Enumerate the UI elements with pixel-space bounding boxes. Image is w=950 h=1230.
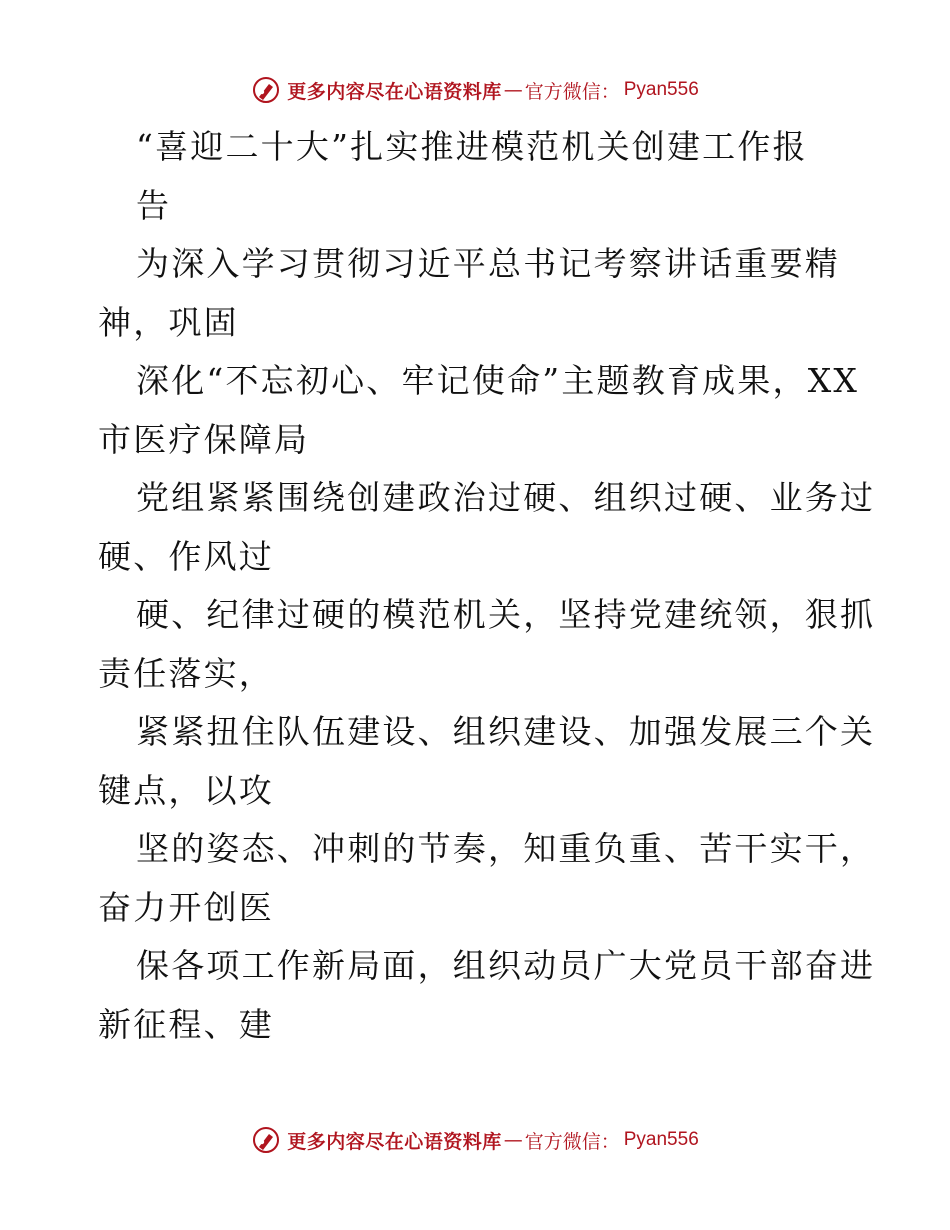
paragraph-line: 紧紧扭住队伍建设、组织建设、加强发展三个关	[136, 712, 876, 751]
footer-dash: —	[503, 1129, 523, 1151]
pen-nib-logo-icon	[251, 75, 281, 105]
paragraph-line: 奋力开创医	[98, 887, 274, 927]
paragraph-line: 深化“不忘初心、牢记使命”主题教育成果，XX	[136, 361, 860, 400]
document-title-line-1: “喜迎二十大”扎实推进模范机关创建工作报	[136, 127, 808, 166]
footer-wechat-label: 官方微信：	[524, 1130, 620, 1153]
pen-nib-logo-icon	[251, 1125, 281, 1155]
paragraph-line: 市医疗保障局	[98, 419, 310, 459]
header-wechat-id: Pyan556	[623, 79, 699, 100]
document-title-line-2: 告	[136, 185, 172, 225]
paragraph-line: 神，巩固	[98, 302, 239, 342]
paragraph-line: 键点，以攻	[98, 770, 274, 810]
header-dash: —	[503, 79, 523, 101]
paragraph-line: 坚的姿态、冲刺的节奏，知重负重、苦干实干，	[136, 829, 876, 868]
paragraph-line: 新征程、建	[98, 1004, 274, 1044]
header-brand-text: 更多内容尽在心语资料库	[287, 80, 502, 103]
header-banner	[0, 70, 950, 110]
footer-banner	[0, 1120, 950, 1160]
paragraph-line: 硬、作风过	[98, 536, 274, 576]
paragraph-line: 责任落实，	[98, 653, 274, 693]
paragraph-line: 为深入学习贯彻习近平总书记考察讲话重要精	[136, 244, 840, 283]
footer-wechat-id: Pyan556	[623, 1129, 699, 1150]
header-wechat-label: 官方微信：	[524, 80, 620, 103]
paragraph-line: 党组紧紧围绕创建政治过硬、组织过硬、业务过	[136, 478, 876, 517]
paragraph-line: 保各项工作新局面，组织动员广大党员干部奋进	[136, 946, 876, 985]
document-body	[98, 118, 876, 1054]
footer-brand-text: 更多内容尽在心语资料库	[287, 1130, 502, 1153]
paragraph-line: 硬、纪律过硬的模范机关，坚持党建统领，狠抓	[136, 595, 876, 634]
